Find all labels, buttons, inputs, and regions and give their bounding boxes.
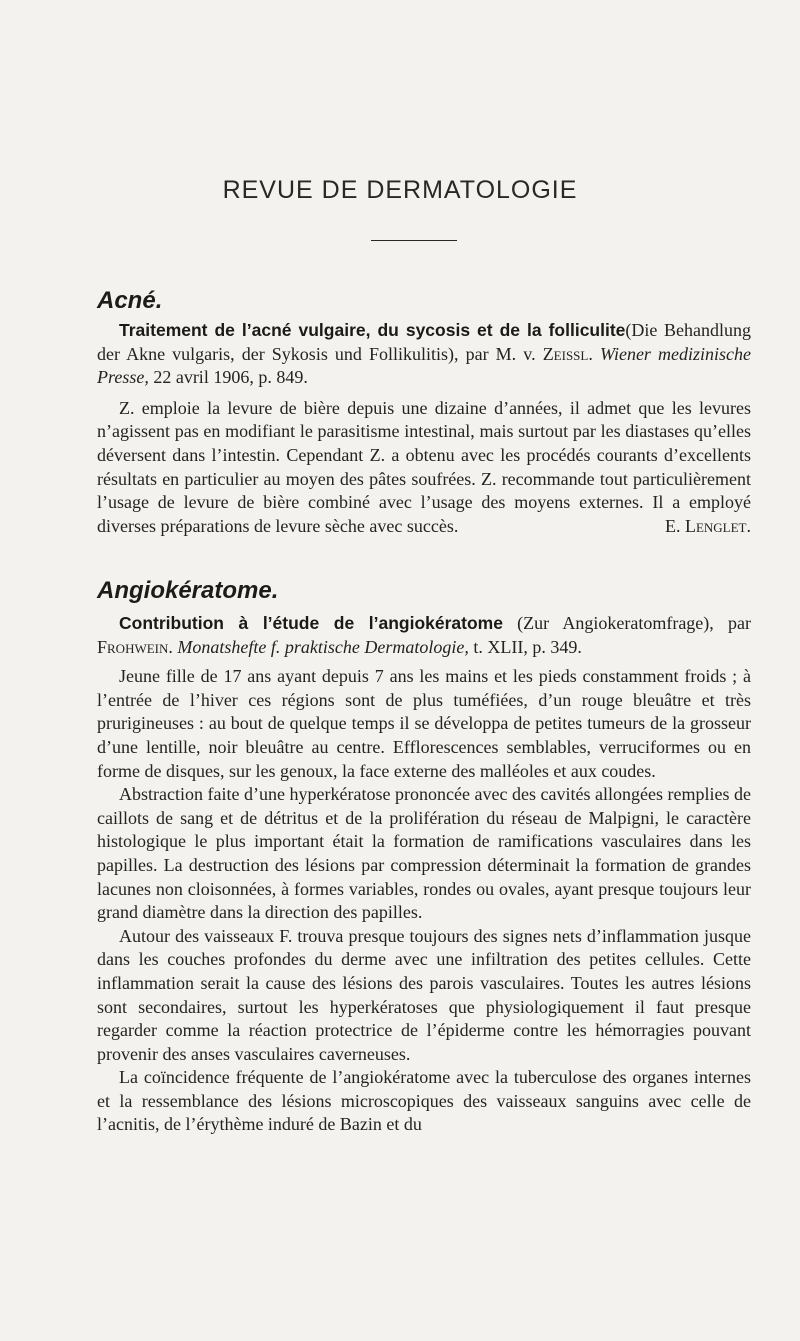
body-paragraph: Jeune fille de 17 ans ayant depuis 7 ans les mains et les pieds constamment froids ; à l’entrée de l’hiver ces régions sont de plus tuméfiées, d’un rouge bleuâtre et très prurigineuses : au bout de quelque temps il se développa de petites tumeurs de la grosseur d’une lentille, noir bleuâtre au centre. Efflorescences semblables, verruciformes ou en forme de disques, sur les genoux, la face externe des malléoles et aux coudes. bbox=[97, 666, 751, 781]
citation-text: (Die Behandlung der Akne vulgaris, der Sykosis und Follikulitis), par M. v. bbox=[97, 320, 752, 364]
citation-text: 22 avril 1906, p. 849. bbox=[148, 367, 308, 388]
body-paragraph: Autour des vaisseaux F. trouva presque toujours des signes nets d’inflammation jusque dans les couches profondes du derme avec une infiltration des petites cellules. Cette inflammation serait la cause des lésions des parois vasculaires. Toutes les autres lésions sont secondaires, surtout les hyperkératoses que physiologiquement il faut presque regarder comme la réaction protectrice de l’épiderme contre les hémorragies pouvant provenir des anses vasculaires caverneuses. bbox=[97, 925, 751, 1064]
citation-text: t. XLII, p. 349. bbox=[468, 636, 582, 657]
body-paragraph: Abstraction faite d’une hyperkératose prononcée avec des cavités allongées remplies de caillots de sang et de détritus et de la prolifération du réseau de Malpigni, le caractère histologique le plus important était la formation de ramifications vasculaires dans les papilles. La destruction des lésions par compression déterminait la formation de grandes lacunes non cloisonnées, à formes variables, rondes ou ovales, ayant presque toujours leur grand diamètre dans la direction des papilles. bbox=[97, 784, 751, 923]
citation-text: (Zur Angiokeratomfrage), par bbox=[502, 613, 751, 633]
citation-text: . bbox=[168, 636, 178, 657]
journal-name: Wiener medizinische Presse, bbox=[97, 343, 752, 388]
signature: E. Lenglet. bbox=[664, 515, 751, 536]
article-citation bbox=[97, 612, 751, 659]
section-heading-angiokeratome: Angiokératome. bbox=[97, 577, 279, 604]
body-paragraph bbox=[97, 397, 751, 539]
article-title: Contribution à l’étude de l’angiokératome bbox=[119, 613, 503, 633]
article-title: Traitement de l’acné vulgaire, du sycosis et de la folliculite bbox=[119, 320, 626, 340]
article-acne bbox=[97, 319, 751, 538]
author-name: Zeissl bbox=[542, 343, 589, 364]
citation-text: . bbox=[588, 343, 600, 364]
article-angiokeratome bbox=[97, 612, 751, 1137]
paragraph-text: Z. emploie la levure de bière depuis une dizaine d’années, il admet que les levures n’agissent pas en modifiant le parasitisme intestinal, mais surtout par les diastases qu’elles déversent dans l’intestin. Cependant Z. a obtenu avec les procédés courants d’excellents résultats en particulier au moyen des pâtes soufrées. Z. recommande tout particulièrement l’usage de levure de bière combiné avec l’usage des moyens externes. Il a employé diverses préparations de levure sèche avec succès. bbox=[97, 397, 751, 536]
body-paragraph: La coïncidence fréquente de l’angiokératome avec la tuberculose des organes internes et la ressemblance des lésions microscopiques des vaisseaux sanguins avec celle de l’acnitis, de l’érythème induré de Bazin et du bbox=[97, 1067, 751, 1135]
section-heading-acne: Acné. bbox=[97, 287, 163, 314]
article-citation bbox=[97, 319, 751, 390]
header-rule bbox=[371, 240, 457, 241]
author-name: Frohwein bbox=[97, 636, 169, 657]
journal-name: Monatshefte f. praktische Dermatologie, bbox=[177, 636, 469, 657]
running-header: REVUE DE DERMATOLOGIE bbox=[222, 176, 578, 204]
